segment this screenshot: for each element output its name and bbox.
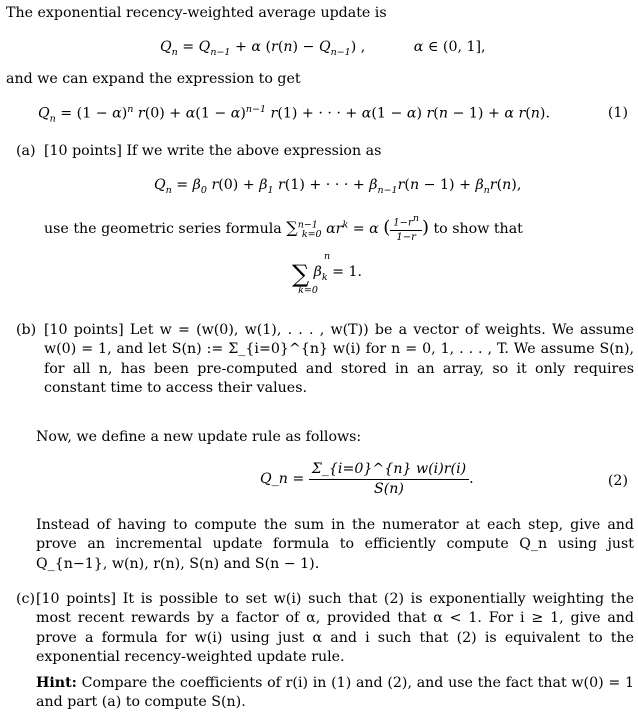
part-c-text-1: It is possible to set w(i) such that (2) is exponentially weighting the most recent rewards by a factor of α, provided that α < 1. For i ≥ 1, give and prove a formula for w(i) using just α and i such that (2) is equivalent to the exponential recency-weighted update rule. xyxy=(36,591,634,665)
expanded-equation: $Q_n = (1 - \alpha)^n$ $r(0) + \alpha(1 - \alpha)^{n-1}$ r(1) + · · · + α(1 − α) r(n − 1) + α r(n). xyxy=(38,104,550,125)
part-a-text-2: use the geometric series formula xyxy=(44,220,282,237)
part-c-label: (c) xyxy=(16,591,36,607)
intro-line-2: and we can expand the expression to get xyxy=(6,71,301,87)
hint-label: Hint: xyxy=(36,675,77,691)
part-c-points: [10 points] xyxy=(36,591,117,607)
part-b-text-1: Let w = (w(0), w(1), . . . , w(T)) be a vector of weights. We assume w(0) = 1, and let S(n) := Σ_{i=0}^{n} w(i) for n = 0, 1, . . . , T. We assume S(n), for all n, has been pre-computed and stored in an array, so it only requires constant time to access their values. xyxy=(44,322,634,396)
equation-1-label: (1) xyxy=(607,105,628,121)
intro-line-1: The exponential recency-weighted average update is xyxy=(6,5,387,21)
equation-2-lhs: Q_n = xyxy=(260,471,305,488)
equation-2-denominator: S(n) xyxy=(373,481,404,498)
hint-text: Compare the coefficients of r(i) in (1) and (2), and use the fact that w(0) = 1 and part (a) to compute S(n). xyxy=(36,675,635,711)
part-a-text-3: to show that xyxy=(433,220,523,237)
equation-2-label: (2) xyxy=(607,473,628,489)
beta-expression: $Q_n = \beta_0$ $r(0) + \beta_1$ r(1) + · · · + $\beta_{n-1}r(n - 1) + \beta_nr(n)$, xyxy=(154,177,522,196)
part-c-paragraph-1 xyxy=(36,590,634,667)
part-a-text-1: If we write the above expression as xyxy=(126,143,382,159)
part-b-points: [10 points] xyxy=(44,322,124,338)
part-a-geometric-line xyxy=(44,213,523,245)
update-rule-equation: $Q_n = Q_{n-1} + \alpha$ $(r(n) - Q_{n-1})$ , α ∈ (0, 1], xyxy=(160,39,486,58)
part-b-paragraph-3: Instead of having to compute the sum in the numerator at each step, give and prove an incremental update formula to efficiently compute Q_n using just Q_{n−1}, w(n), r(n), S(n) and S(n − 1). xyxy=(36,517,634,572)
equation-2-numerator: Σ_{i=0}^{n} w(i)r(i) xyxy=(309,460,469,480)
geometric-series-formula: ∑$^{n-1}_{k=0}$ $\alpha r^k = \alpha$ ( $\frac{1-r^n}{1-r}$ ) xyxy=(286,213,429,243)
part-a-intro xyxy=(44,142,381,161)
part-c-hint xyxy=(36,674,634,713)
part-a-points: [10 points] xyxy=(44,143,122,159)
part-b-paragraph-2: Now, we define a new update rule as follows: xyxy=(36,429,362,445)
equation-2: Q_n = $\frac{\Sigma\_\{i=0\}\^{}\{n\} w(i)r(i)}{S(n)}$ . xyxy=(260,460,474,500)
sum-of-betas-equation: n ∑ $\beta_k = 1$. k=0 xyxy=(291,251,363,296)
part-b-label: (b) xyxy=(16,322,37,338)
part-a-label: (a) xyxy=(16,143,36,159)
part-b-paragraph-1 xyxy=(44,321,634,398)
